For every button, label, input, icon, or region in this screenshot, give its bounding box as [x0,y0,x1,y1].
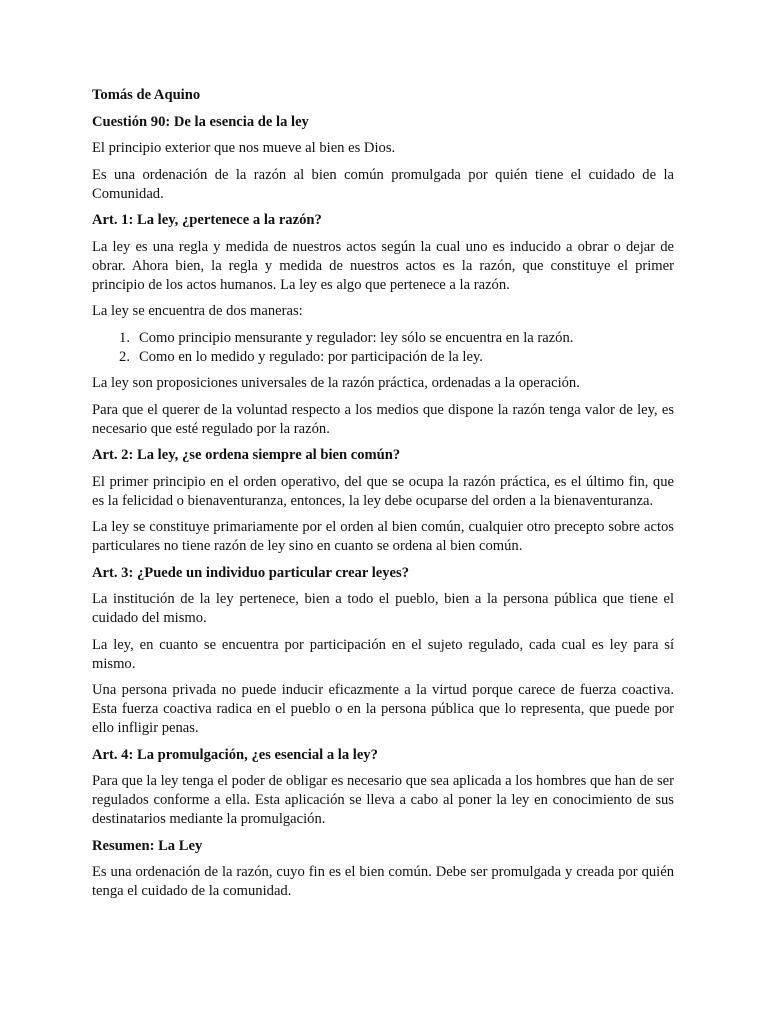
list-item-text: Como principio mensurante y regulador: ley sólo se encuentra en la razón. [139,329,574,346]
document-page [92,86,674,909]
art1-paragraph-1: La ley es una regla y medida de nuestros actos según la cual uno es inducido a obrar o dejar de obrar. Ahora bien, la regla y medida de nuestros actos es la razón, que constituye el primer principio de los actos humanos. La ley es algo que pertenece a la razón. [92,238,674,293]
summary-heading: Resumen: La Ley [92,837,203,854]
art4-paragraph-1: Para que la ley tenga el poder de obligar es necesario que sea aplicada a los hombres que han de ser regulados conforme a ella. Esta aplicación se lleva a cabo al poner la ley en conocimiento de sus destinatarios mediante la promulgación. [92,773,674,827]
list-item [92,348,674,367]
art1-numbered-list [92,329,674,367]
art4-heading: Art. 4: La promulgación, ¿es esencial a la ley? [92,746,378,763]
art2-heading: Art. 2: La ley, ¿se ordena siempre al bien común? [92,447,401,463]
art1-paragraph-3: La ley son proposiciones universales de la razón práctica, ordenadas a la operación. [92,375,580,391]
art1-heading: Art. 1: La ley, ¿pertenece a la razón? [92,212,322,228]
art2-paragraph-1: El primer principio en el orden operativo, del que se ocupa la razón práctica, es el último fin, que es la felicidad o bienaventuranza, entonces, la ley debe ocuparse del orden a la bienaventuranza. [92,473,674,509]
art3-paragraph-2: La ley, en cuanto se encuentra por participación en el sujeto regulado, cada cual es ley para sí mismo. [92,636,674,672]
list-item-text: Como en lo medido y regulado: por participación de la ley. [139,348,483,365]
art3-paragraph-1: La institución de la ley pertenece, bien a todo el pueblo, bien a la persona pública que tiene el cuidado del mismo. [92,591,674,626]
art2-paragraph-2: La ley se constituye primariamente por el orden al bien común, cualquier otro precepto sobre actos particulares no tiene razón de ley sino en cuanto se ordena al bien común. [92,519,674,554]
list-item-number: 1. [119,329,130,346]
summary-paragraph: Es una ordenación de la razón, cuyo fin es el bien común. Debe ser promulgada y creada por quién tenga el cuidado de la comunidad. [92,864,674,899]
question-title: Cuestión 90: De la esencia de la ley [92,113,309,130]
intro-paragraph-2: Es una ordenación de la razón al bien común promulgada por quién tiene el cuidado de la Comunidad. [92,166,674,202]
art1-paragraph-4: Para que el querer de la voluntad respecto a los medios que dispone la razón tenga valor de ley, es necesario que esté regulado por la razón. [92,401,674,437]
list-item [92,329,674,348]
intro-paragraph-1: El principio exterior que nos mueve al bien es Dios. [92,140,396,156]
author-heading: Tomás de Aquino [92,87,201,103]
list-item-number: 2. [119,348,130,365]
art1-paragraph-2: La ley se encuentra de dos maneras: [92,303,303,319]
art3-heading: Art. 3: ¿Puede un individuo particular crear leyes? [92,564,410,581]
art3-paragraph-3: Una persona privada no puede inducir eficazmente a la virtud porque carece de fuerza coactiva. Esta fuerza coactiva radica en el pueblo o en la persona pública que lo representa, que puede por ello infligir penas. [92,682,674,736]
